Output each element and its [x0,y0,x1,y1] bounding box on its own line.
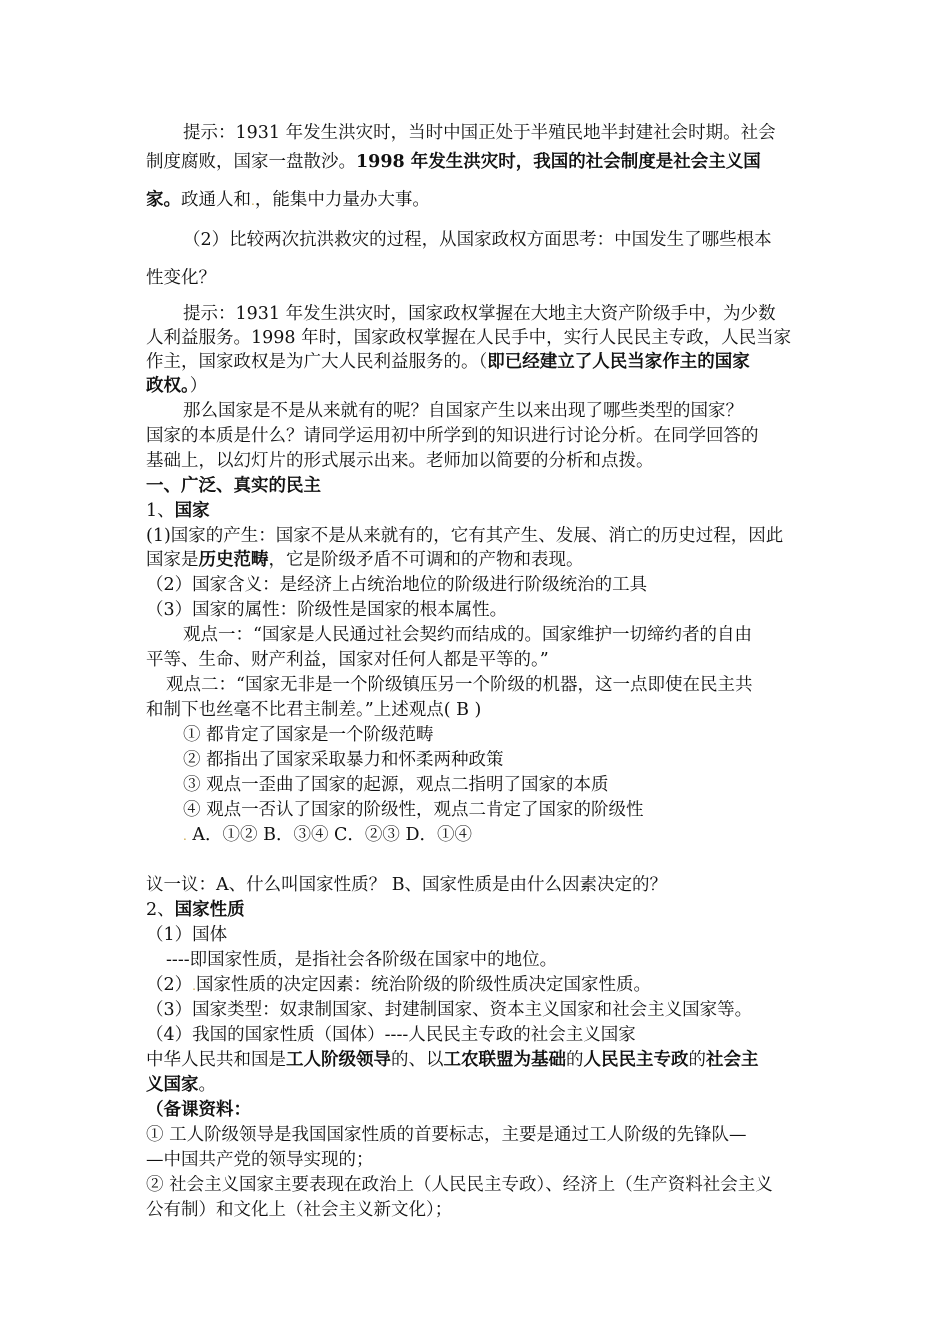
text-line [146,1198,816,1222]
text-segment: 和制下也丝毫不比君主制差。”上述观点( B ) [146,700,482,720]
text-line [183,823,853,848]
bold-text: 政权。 [146,376,190,396]
text-segment: 政通人和 [181,190,251,210]
text-segment: 观点二：“国家无非是一个阶级镇压另一个阶级的机器，这一点即使在民主共 [166,675,753,695]
text-line [146,266,816,290]
text-segment: ④ 观点一否认了国家的阶级性，观点二肯定了国家的阶级性 [183,800,644,820]
text-line [166,948,836,972]
text-segment: 的、以 [391,1050,444,1070]
text-line [146,1023,816,1047]
text-segment: （4）我国的国家性质（国体）----人民民主专政的社会主义国家 [146,1025,636,1045]
text-line [183,623,853,647]
text-segment: 公有制）和文化上（社会主义新文化）； [146,1200,453,1220]
text-segment: （3）国家的属性：阶级性是国家的根本属性。 [146,600,508,620]
bold-text: 义国家 [146,1075,199,1095]
margin-mark: . [192,979,196,993]
text-segment: 提示：1931 年发生洪灾时，当时中国正处于半殖民地半封建社会时期。社会 [183,123,776,143]
text-segment: 议一议：A、什么叫国家性质？ B、国家性质是由什么因素决定的？ [146,875,668,895]
text-line [183,773,853,797]
text-segment: 的 [566,1050,584,1070]
text-line [146,424,816,448]
text-segment: ，能集中力量办大事。 [254,190,430,210]
text-line [183,228,853,252]
bold-text: 工农联盟为基础 [443,1050,566,1070]
text-line [146,973,816,998]
text-line [146,1123,816,1147]
text-segment: 人利益服务。1998 年时，国家政权掌握在人民手中，实行人民民主专政，人民当家 [146,328,792,348]
text-line [146,524,816,548]
text-segment: 。 [198,1075,216,1095]
bold-text: 一、广泛、真实的民主 [146,476,321,496]
text-line [183,798,853,822]
bold-text: 1998 年发生洪灾时，我国的社会制度是社会主义国 [356,152,761,172]
text-line [183,748,853,772]
bold-text: 人民民主专政 [583,1050,689,1070]
margin-mark: . [251,194,255,208]
text-segment: —中国共产党的领导实现的； [146,1150,374,1170]
text-line [146,326,816,350]
text-segment: 国家是 [146,550,199,570]
text-segment: 提示：1931 年发生洪灾时，国家政权掌握在大地主大资产阶级手中，为少数 [183,304,776,324]
text-segment: 性变化？ [146,268,216,288]
text-segment: ，它是阶级矛盾不可调和的产物和表现。 [268,550,584,570]
text-segment: 国家性质的决定因素：统治阶级的阶级性质决定国家性质。 [195,975,651,995]
text-segment: 那么国家是不是从来就有的呢？自国家产生以来出现了哪些类型的国家？ [183,401,743,421]
text-line [183,723,853,747]
text-segment: 基础上，以幻灯片的形式展示出来。老师加以简要的分析和点拨。 [146,451,654,471]
text-segment: （2） [146,975,193,995]
text-line [146,573,816,597]
bold-text: 家。 [146,190,181,210]
text-line [146,350,816,374]
text-segment: （2）国家含义：是经济上占统治地位的阶级进行阶级统治的工具 [146,575,648,595]
text-segment: ） [189,376,208,396]
text-segment: （1）国体 [146,925,228,945]
text-segment: 中华人民共和国是 [146,1050,286,1070]
text-line [146,1148,816,1172]
text-segment: ③ 观点一歪曲了国家的起源，观点二指明了国家的本质 [183,775,609,795]
text-line [146,499,816,523]
text-segment: （2）比较两次抗洪救灾的过程，从国家政权方面思考：中国发生了哪些根本 [183,230,772,250]
text-segment: 制度腐败，国家一盘散沙。 [146,152,356,172]
text-line [183,121,853,145]
bold-text: 国家 [174,501,210,521]
bold-text: 即已经建立了人民当家作主的国家 [487,352,750,372]
text-line [146,923,816,947]
text-line [146,898,816,922]
text-line [146,548,816,572]
text-line [183,302,853,326]
bold-text: 历史范畴 [198,550,269,570]
text-line [146,188,816,213]
text-line [166,673,836,697]
text-segment: ① 工人阶级领导是我国国家性质的首要标志，主要是通过工人阶级的先锋队— [146,1125,747,1145]
text-segment: 观点一：“国家是人民通过社会契约而结成的。国家维护一切缔约者的自由 [183,625,752,645]
text-line [146,1173,816,1197]
text-segment: ② 社会主义国家主要表现在政治上（人民民主专政）、经济上（生产资料社会主义 [146,1175,773,1195]
text-line [183,399,853,423]
text-line [146,150,816,174]
text-segment: ----即国家性质，是指社会各阶级在国家中的地位。 [166,950,558,970]
text-segment: ① 都肯定了国家是一个阶级范畴 [183,725,434,745]
bold-text: 社会主 [706,1050,759,1070]
text-line [146,998,816,1022]
text-segment: A．①② B．③④ C．②③ D．①④ [186,825,472,845]
bold-text: 工人阶级领导 [286,1050,391,1070]
text-segment: 1、 [146,501,175,521]
text-segment: ② 都指出了国家采取暴力和怀柔两种政策 [183,750,504,770]
text-line [146,873,816,897]
text-line [146,374,816,398]
margin-mark: . [183,829,187,843]
bold-text: 国家性质 [174,900,245,920]
text-segment: 的 [688,1050,706,1070]
bold-text: （备课资料： [146,1100,251,1120]
text-line [146,698,816,722]
text-line [146,1098,816,1122]
text-segment: (1)国家的产生：国家不是从来就有的，它有其产生、发展、消亡的历史过程，因此 [146,526,784,546]
text-segment: 2、 [146,900,175,920]
text-segment: （3）国家类型：奴隶制国家、封建制国家、资本主义国家和社会主义国家等。 [146,1000,753,1020]
text-segment: 国家的本质是什么？请同学运用初中所学到的知识进行讨论分析。在同学回答的 [146,426,759,446]
text-segment: 平等、生命、财产利益，国家对任何人都是平等的。” [146,650,549,670]
text-line [146,1073,816,1097]
text-segment: 作主，国家政权是为广大人民利益服务的。（ [146,352,488,372]
text-line [146,598,816,622]
text-line [146,474,816,498]
text-line [146,449,816,473]
text-line [146,648,816,672]
text-line [146,1048,816,1072]
